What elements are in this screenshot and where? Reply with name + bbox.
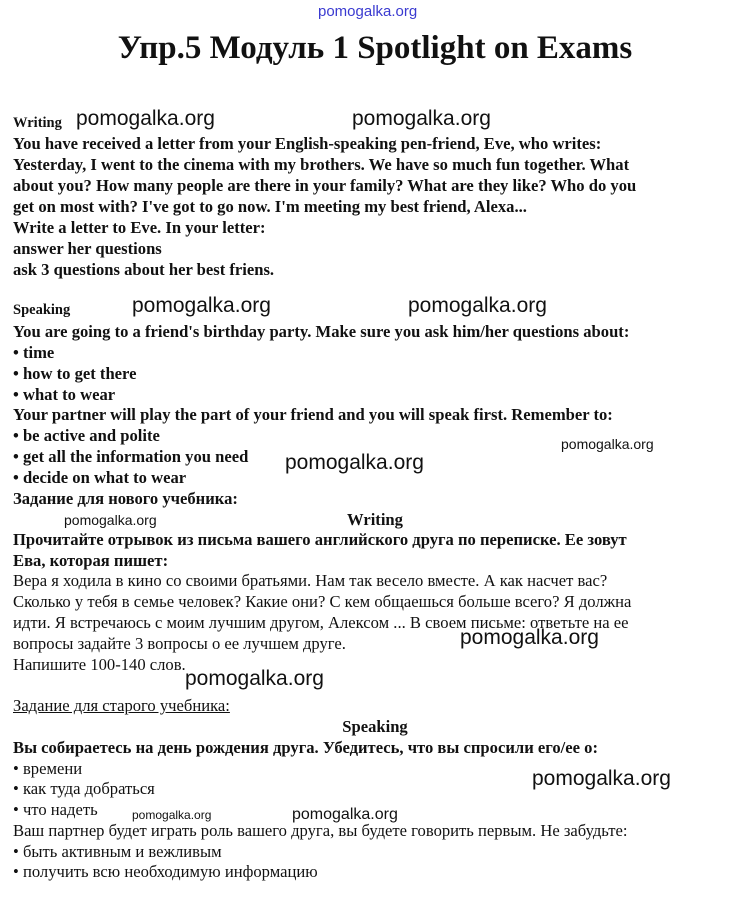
old-book-line: • времени bbox=[13, 759, 83, 778]
speaking-line: • what to wear bbox=[13, 385, 116, 404]
old-book-line: • быть активным и вежливым bbox=[13, 842, 222, 861]
watermark: pomogalka.org bbox=[408, 294, 547, 317]
old-book-line: Ваш партнер будет играть роль вашего друга, вы будете говорить первым. Не забудьте: bbox=[13, 821, 628, 840]
writing-line: Write a letter to Eve. In your letter: bbox=[13, 218, 266, 237]
speaking-line: • be active and polite bbox=[13, 426, 160, 445]
watermark: pomogalka.org bbox=[292, 806, 398, 823]
watermark: pomogalka.org bbox=[460, 626, 599, 649]
writing-line: get on most with? I've got to go now. I'm meeting my best friend, Alexa... bbox=[13, 197, 527, 216]
speaking-heading: Speaking bbox=[13, 302, 71, 318]
watermark: pomogalka.org bbox=[64, 512, 157, 528]
watermark: pomogalka.org bbox=[132, 294, 271, 317]
watermark-top: pomogalka.org bbox=[318, 3, 418, 20]
writing-line: You have received a letter from your English-speaking pen-friend, Eve, who writes: bbox=[13, 134, 602, 153]
old-book-line: • как туда добраться bbox=[13, 779, 155, 798]
writing-line: answer her questions bbox=[13, 239, 162, 258]
new-book-heading: Writing bbox=[347, 510, 403, 529]
old-book-heading: Speaking bbox=[342, 717, 408, 736]
watermark: pomogalka.org bbox=[76, 107, 215, 130]
watermark: pomogalka.org bbox=[185, 667, 324, 690]
new-book-line: идти. Я встречаюсь с моим лучшим другом, Алексом ... В своем письме: ответьте на ее bbox=[13, 613, 629, 632]
speaking-line: Your partner will play the part of your friend and you will speak first. Remember to: bbox=[13, 405, 613, 424]
new-book-line: Напишите 100-140 слов. bbox=[13, 655, 186, 674]
new-book-line: Вера я ходила в кино со своими братьями. Нам так весело вместе. А как насчет вас? bbox=[13, 571, 608, 590]
watermark: pomogalka.org bbox=[352, 107, 491, 130]
old-book-line: • что надеть bbox=[13, 800, 98, 819]
new-book-line: Сколько у тебя в семье человек? Какие они? С кем общаешься больше всего? Я должна bbox=[13, 592, 632, 611]
new-book-bold-line: Прочитайте отрывок из письма вашего английского друга по переписке. Ее зовут bbox=[13, 530, 627, 549]
speaking-line: You are going to a friend's birthday party. Make sure you ask him/her questions about: bbox=[13, 322, 630, 341]
watermark: pomogalka.org bbox=[132, 808, 212, 822]
page-title: Упр.5 Модуль 1 Spotlight on Exams bbox=[117, 30, 633, 66]
writing-line: about you? How many people are there in your family? What are they like? Who do you bbox=[13, 176, 637, 195]
writing-line: Yesterday, I went to the cinema with my brothers. We have so much fun together. What bbox=[13, 155, 630, 174]
speaking-line: • how to get there bbox=[13, 364, 137, 383]
watermark: pomogalka.org bbox=[532, 767, 671, 790]
speaking-line: • get all the information you need bbox=[13, 447, 249, 466]
new-book-label: Задание для нового учебника: bbox=[13, 489, 238, 508]
speaking-line: • decide on what to wear bbox=[13, 468, 187, 487]
watermark: pomogalka.org bbox=[561, 436, 654, 452]
new-book-bold-line: Ева, которая пишет: bbox=[13, 551, 169, 570]
watermark: pomogalka.org bbox=[285, 451, 424, 474]
speaking-line: • time bbox=[13, 343, 55, 362]
old-book-label: Задание для старого учебника: bbox=[13, 696, 230, 715]
new-book-line: вопросы задайте 3 вопросы о ее лучшем друге. bbox=[13, 634, 346, 653]
old-book-bold-line: Вы собираетесь на день рождения друга. Убедитесь, что вы спросили его/ее о: bbox=[13, 738, 598, 757]
old-book-line: • получить всю необходимую информацию bbox=[13, 862, 318, 881]
writing-line: ask 3 questions about her best friens. bbox=[13, 260, 275, 279]
writing-heading: Writing bbox=[13, 115, 62, 131]
